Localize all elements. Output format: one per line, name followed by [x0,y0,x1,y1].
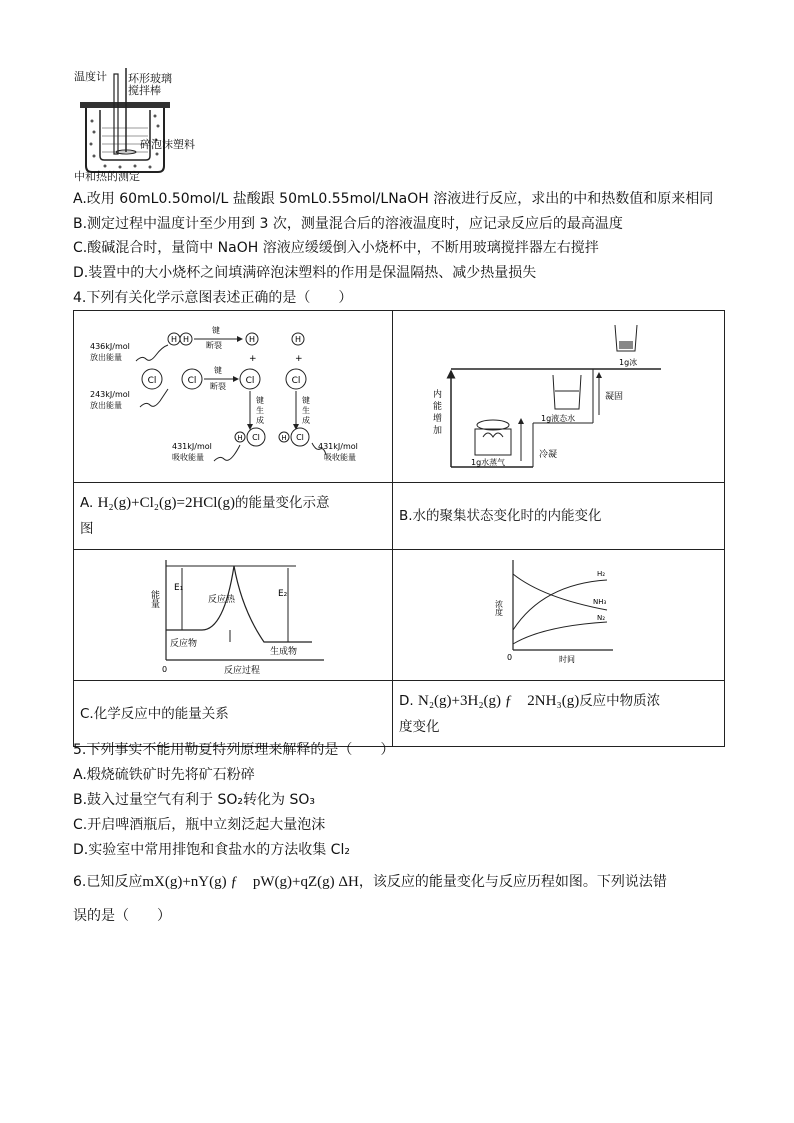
cl-atom-3: Cl [245,376,255,386]
h-atom-4: H [294,335,302,344]
e1-label: E₁ [174,583,184,593]
q5-option-b: B.鼓入过量空气有利于 SO₂转化为 SO₃ [73,792,315,808]
caption-a-formula: H₂(g)+Cl₂(g)=2HCl(g) [97,495,235,511]
absorb-right-text: 吸收能量 [324,453,356,462]
h-atom-1: H [170,335,178,344]
caption-d-line2: 度变化 [399,718,440,735]
condense-label: 冷凝 [539,450,558,460]
bond-break-mid-2: 断裂 [210,382,226,391]
q6-suffix: ，该反应的能量变化与反应历程如图。下列说法错 [358,874,667,890]
absorb-431-left: 431kJ/mol [172,442,212,451]
bond-break-top-2: 断裂 [206,341,222,350]
caption-b: B.水的聚集状态变化时的内能变化 [399,508,602,524]
q6-prefix: 6.已知反应 [73,874,143,890]
foam-label: 碎泡沫塑料 [140,138,195,151]
h-atom-3: H [248,335,256,344]
stirrer-label-1: 环形玻璃 [128,72,172,85]
caption-a-cell [74,483,393,550]
q6-stem-line2: 误的是（ ） [73,908,171,924]
heat-label: 反应热 [208,595,236,605]
hcl-cl-left: Cl [252,433,260,442]
caption-d-cell [393,681,725,747]
bond-form-left-1: 键 [256,396,264,405]
caption-c: C.化学反应中的能量关系 [80,705,229,722]
bond-form-right-3: 成 [302,416,310,425]
origin-c: 0 [162,665,168,674]
absorb-431-right: 431kJ/mol [318,442,358,451]
hcl-h-right: H [281,434,287,442]
release-243: 243kJ/mol [90,390,130,399]
vapor-label: 1g水蒸气 [471,458,506,467]
e2-label: E₂ [278,589,288,599]
caption-d-suffix: 反应中物质浓 [579,692,661,709]
q5-option-d: D.实验室中常用排饱和食盐水的方法收集 Cl₂ [73,842,350,858]
calorimeter-figure [70,66,220,184]
diagram-b-cell [393,311,725,483]
bond-form-left-2: 生 [256,406,264,415]
stirrer-label-2: 搅拌棒 [128,84,161,97]
cl-atom-1: Cl [147,376,157,386]
caption-d-prefix: D. [399,692,414,709]
q4-options-table [73,310,725,747]
bond-form-right-1: 键 [302,396,310,405]
caption-c-cell [74,681,393,747]
caption-a-suffix: 的能量变化示意 [234,495,330,511]
ice-label: 1g冰 [619,358,638,367]
release-436: 436kJ/mol [90,342,130,351]
liquid-label: 1g液态水 [541,414,576,423]
q3-option-c: C.酸碱混合时，量筒中 NaOH 溶液应缓缓倒入小烧杯中，不断用玻璃搅拌器左右搅拌 [73,240,599,256]
diagram-d-cell [393,550,725,681]
caption-a-prefix: A. [80,495,94,511]
plus-sign-1: + [249,354,257,364]
diagram-a-cell [74,311,393,483]
nh3-series-label: NH₃ [593,598,607,606]
release-243-text: 放出能量 [90,401,122,410]
q6-stem-line1 [73,872,667,892]
solidify-label: 凝固 [605,392,624,402]
q4-stem: 4.下列有关化学示意图表述正确的是（ ） [73,290,353,306]
hcl-cl-right: Cl [296,433,304,442]
process-axis-label: 反应过程 [224,666,261,676]
axis-char-1: 内 [433,390,443,400]
products-label: 生成物 [270,647,298,657]
hcl-h-left: H [237,434,243,442]
q5-option-a: A.煅烧硫铁矿时先将矿石粉碎 [73,767,255,783]
caption-a-line2: 图 [80,521,94,537]
axis-char-3: 增 [433,414,443,424]
q5-stem: 5.下列事实不能用勒夏特列原理来解释的是（ ） [73,742,395,758]
caption-b-cell [393,483,725,550]
energy-axis-label: 能量 [149,590,159,608]
q6-formula: mX(g)+nY(g) ƒ pW(g)+qZ(g) ΔH [142,874,359,890]
q3-option-b: B.测定过程中温度计至少用到 3 次，测量混合后的溶液温度时，应记录反应后的最高温度 [73,216,623,232]
bond-form-left-3: 成 [256,416,264,425]
bond-form-right-2: 生 [302,406,310,415]
q5-option-c: C.开启啤酒瓶后，瓶中立刻泛起大量泡沫 [73,817,326,833]
thermometer-label: 温度计 [74,70,107,83]
apparatus-caption: 中和热的测定 [74,170,140,183]
release-436-text: 放出能量 [90,353,122,362]
bond-break-mid-1: 键 [214,366,222,375]
origin-d: 0 [507,653,513,662]
hcl-energy-diagram [74,311,392,478]
bond-break-top-1: 键 [212,326,220,335]
cl-atom-2: Cl [187,376,197,386]
h-atom-2: H [182,335,190,344]
water-state-diagram [393,311,724,478]
axis-char-4: 加 [433,426,443,436]
reaction-energy-diagram [74,550,392,676]
time-axis-label: 时间 [559,655,575,664]
n2-series-label: N₂ [597,614,606,622]
concentration-time-diagram [393,550,724,676]
q3-option-d: D.装置中的大小烧杯之间填满碎泡沫塑料的作用是保温隔热、减少热量损失 [73,265,537,281]
h2-series-label: H₂ [597,570,606,578]
diagram-c-cell [74,550,393,681]
q3-option-a: A.改用 60mL0.50mol/L 盐酸跟 50mL0.55mol/LNaOH 溶液进行反应，求出的中和热数值和原来相同 [73,191,714,207]
cl-atom-4: Cl [291,376,301,386]
concentration-axis-label: 浓度 [494,600,504,616]
caption-d-formula: N₂(g)+3H₂(g) ƒ 2NH₃(g) [417,692,580,709]
plus-sign-2: + [295,354,303,364]
axis-char-2: 能 [433,402,443,412]
reactants-label: 反应物 [170,639,198,649]
absorb-left-text: 吸收能量 [172,453,204,462]
